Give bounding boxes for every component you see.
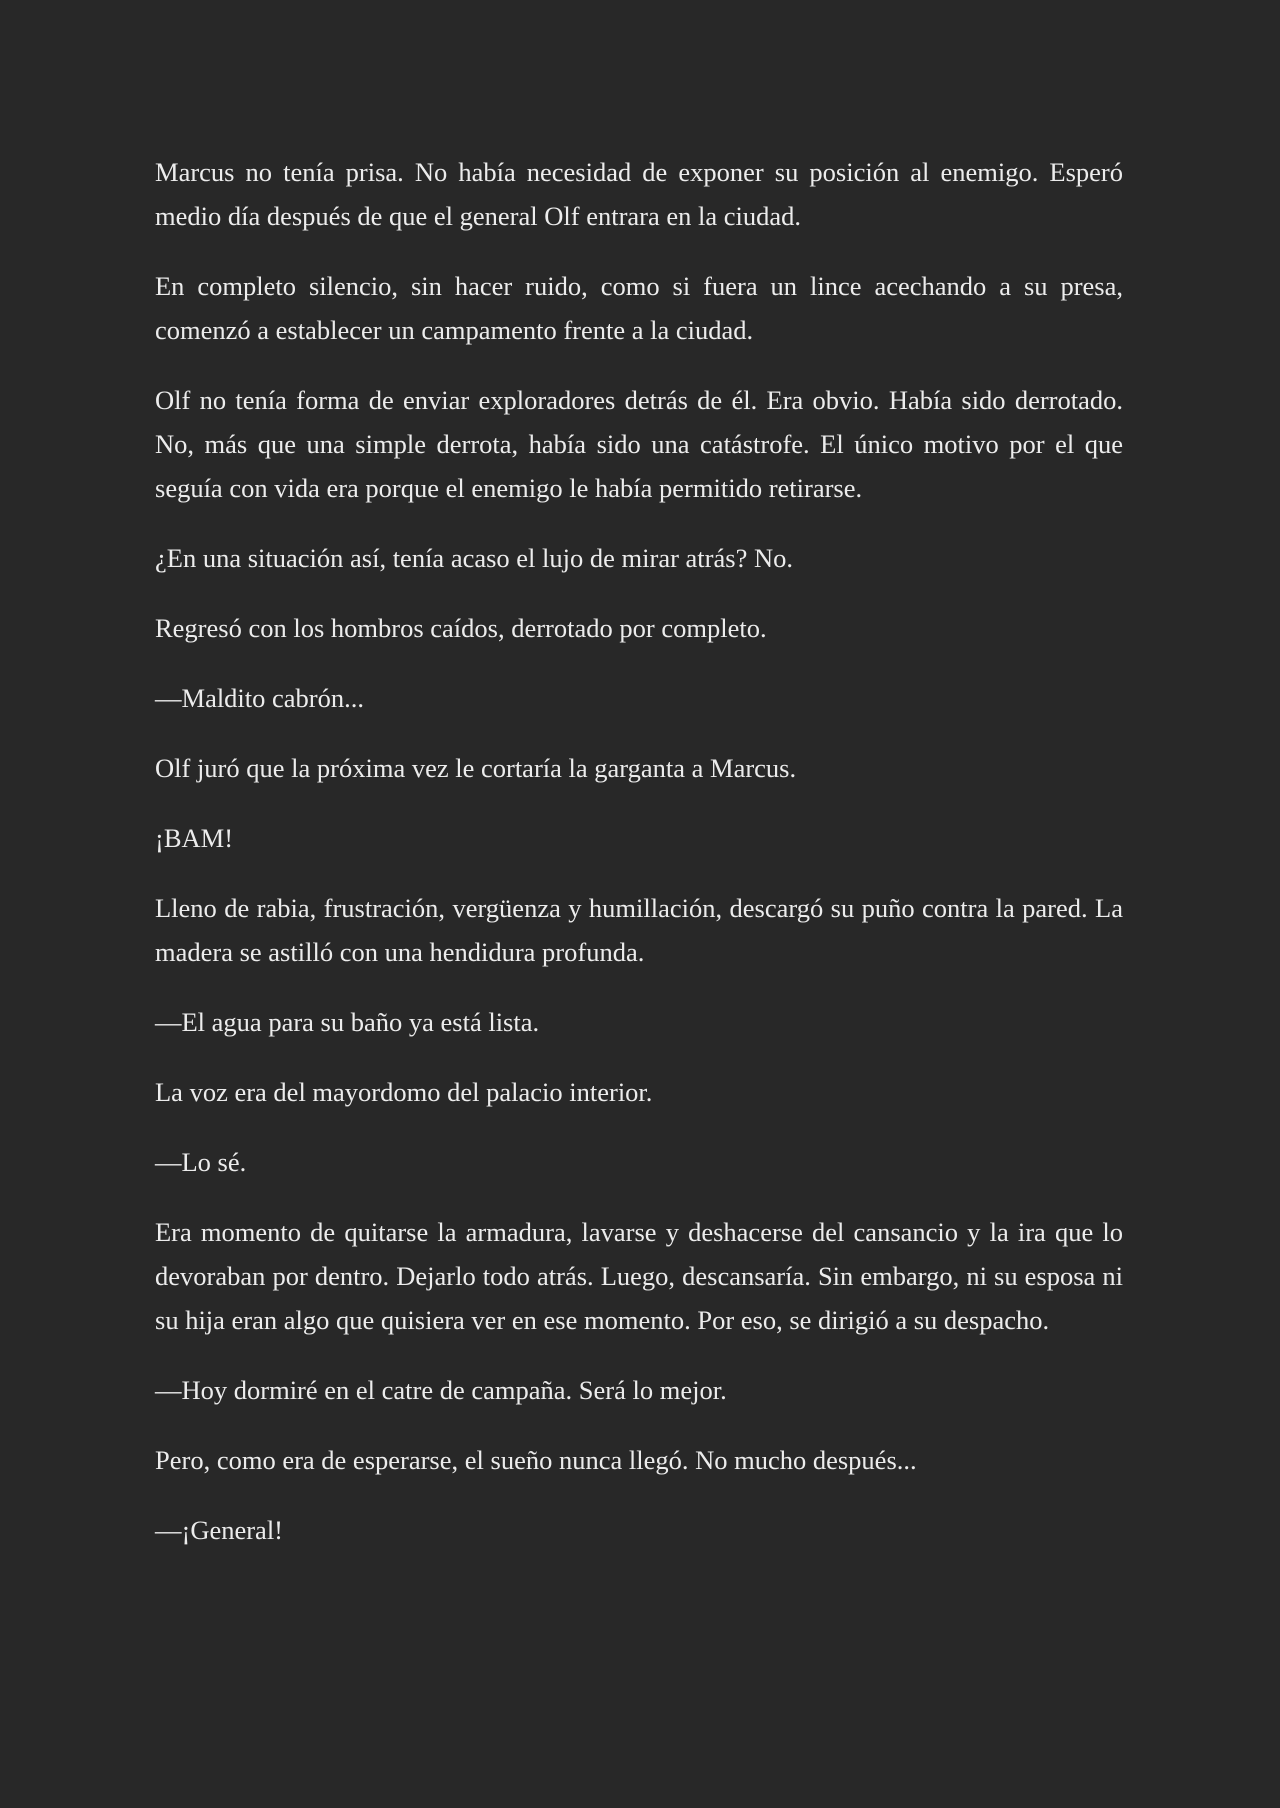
paragraph-15: Pero, como era de esperarse, el sueño nunca llegó. No mucho después... (155, 1445, 917, 1475)
paragraph-11: La voz era del mayordomo del palacio interior. (155, 1077, 653, 1107)
paragraph-6: —Maldito cabrón... (155, 683, 365, 713)
paragraph-10: —El agua para su baño ya está lista. (155, 1007, 540, 1037)
paragraph-3: Olf no tenía forma de enviar exploradores detrás de él. Era obvio. Había sido derrotado. No, más que una simple derrota, había sido una catástrofe. El único motivo por el que seguía con vida era porque el enemigo le había permitido retirarse. (155, 385, 1123, 503)
paragraph-5: Regresó con los hombros caídos, derrotado por completo. (155, 613, 767, 643)
paragraph-8: ¡BAM! (155, 823, 234, 853)
paragraph-12: —Lo sé. (155, 1147, 247, 1177)
paragraph-1: Marcus no tenía prisa. No había necesidad de exponer su posición al enemigo. Esperó medio día después de que el general Olf entrara en la ciudad. (155, 157, 1123, 231)
paragraph-7: Olf juró que la próxima vez le cortaría la garganta a Marcus. (155, 753, 797, 783)
paragraph-13: Era momento de quitarse la armadura, lavarse y deshacerse del cansancio y la ira que lo devoraban por dentro. Dejarlo todo atrás. Luego, descansaría. Sin embargo, ni su esposa ni su hija eran algo que quisiera ver en ese momento. Por eso, se dirigió a su despacho. (155, 1217, 1123, 1335)
paragraph-4: ¿En una situación así, tenía acaso el lujo de mirar atrás? No. (155, 543, 793, 573)
paragraph-9: Lleno de rabia, frustración, vergüenza y humillación, descargó su puño contra la pared. La madera se astilló con una hendidura profunda. (155, 893, 1123, 967)
paragraph-16: —¡General! (155, 1515, 284, 1545)
paragraph-2: En completo silencio, sin hacer ruido, como si fuera un lince acechando a su presa, comenzó a establecer un campamento frente a la ciudad. (155, 271, 1123, 345)
chapter-text (155, 150, 1123, 1578)
paragraph-14: —Hoy dormiré en el catre de campaña. Será lo mejor. (155, 1375, 727, 1405)
